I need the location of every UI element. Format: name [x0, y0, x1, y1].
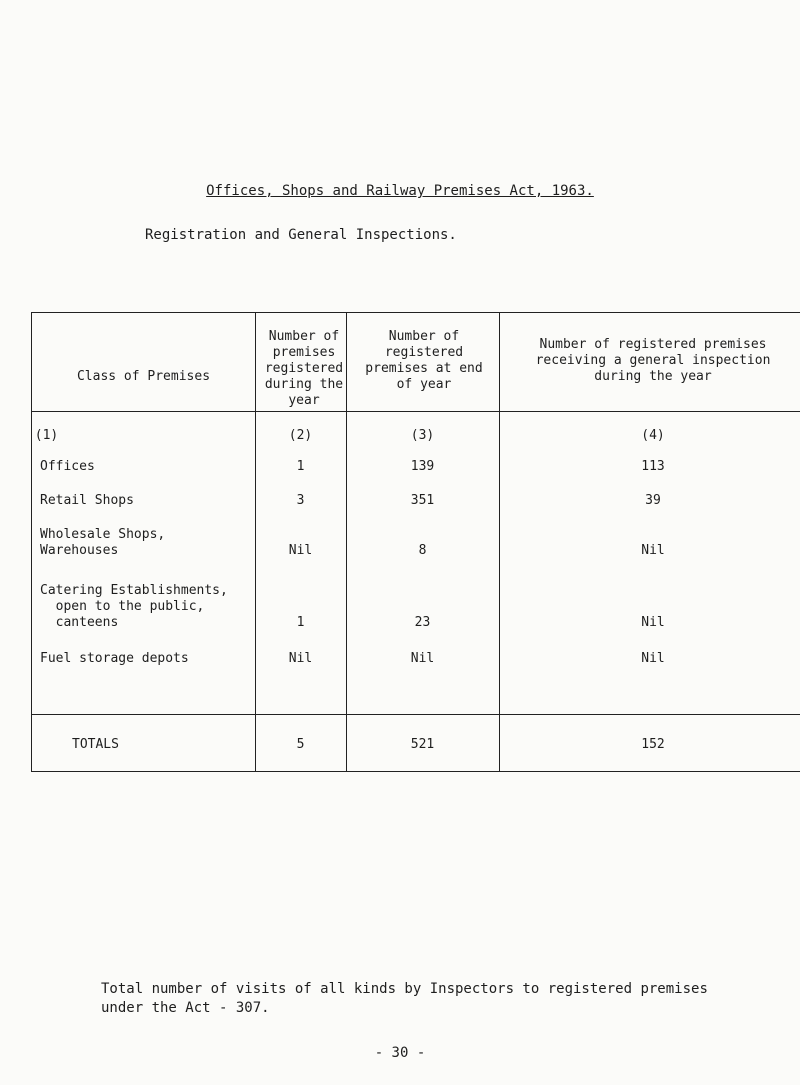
- column-divider: [346, 313, 347, 771]
- column-divider: [255, 313, 256, 771]
- row-label-fuel-storage: Fuel storage depots: [40, 651, 189, 666]
- header-divider: [32, 411, 800, 412]
- cell-catering-registered: 1: [296, 615, 305, 630]
- page-title: Offices, Shops and Railway Premises Act, 1963.: [206, 183, 594, 199]
- cell-totals-end-year: 521: [410, 737, 435, 752]
- premises-table: [31, 312, 800, 772]
- column-number-1: (1): [34, 428, 59, 443]
- cell-offices-inspected: 113: [641, 459, 665, 474]
- subtitle: Registration and General Inspections.: [145, 227, 457, 243]
- cell-totals-inspected: 152: [641, 737, 665, 752]
- column-number-2: (2): [288, 428, 313, 443]
- cell-catering-inspected: Nil: [641, 615, 665, 630]
- header-general-inspection: Number of registered premises receiving a general inspection during the year: [535, 337, 771, 384]
- column-divider: [499, 313, 500, 771]
- header-registered-during-year: Number of premises registered during the year: [264, 329, 344, 408]
- cell-retail-registered: 3: [296, 493, 305, 508]
- header-registered-end-of-year: Number of registered premises at end of year: [365, 329, 483, 392]
- cell-wholesale-end-year: 8: [418, 543, 427, 558]
- column-number-3: (3): [410, 428, 435, 443]
- row-label-offices: Offices: [40, 459, 95, 474]
- cell-catering-end-year: 23: [414, 615, 431, 630]
- cell-fuel-registered: Nil: [288, 651, 313, 666]
- visits-footnote: Total number of visits of all kinds by Inspectors to registered premises under the Act - 307.: [101, 981, 708, 1016]
- cell-fuel-end-year: Nil: [410, 651, 435, 666]
- cell-totals-registered: 5: [296, 737, 305, 752]
- cell-offices-end-year: 139: [410, 459, 435, 474]
- row-label-wholesale: Wholesale Shops, Warehouses: [40, 527, 166, 558]
- cell-offices-registered: 1: [296, 459, 305, 474]
- cell-retail-inspected: 39: [645, 493, 661, 508]
- page-number: - 30 -: [374, 1045, 426, 1061]
- cell-retail-end-year: 351: [410, 493, 435, 508]
- cell-wholesale-registered: Nil: [288, 543, 313, 558]
- column-number-4: (4): [641, 428, 665, 443]
- cell-fuel-inspected: Nil: [641, 651, 665, 666]
- row-label-catering: Catering Establishments, open to the public, canteens: [40, 583, 228, 630]
- row-label-totals: TOTALS: [72, 737, 119, 752]
- cell-wholesale-inspected: Nil: [641, 543, 665, 558]
- totals-divider: [32, 714, 800, 715]
- row-label-retail-shops: Retail Shops: [40, 493, 134, 508]
- header-class-of-premises: Class of Premises: [76, 369, 211, 384]
